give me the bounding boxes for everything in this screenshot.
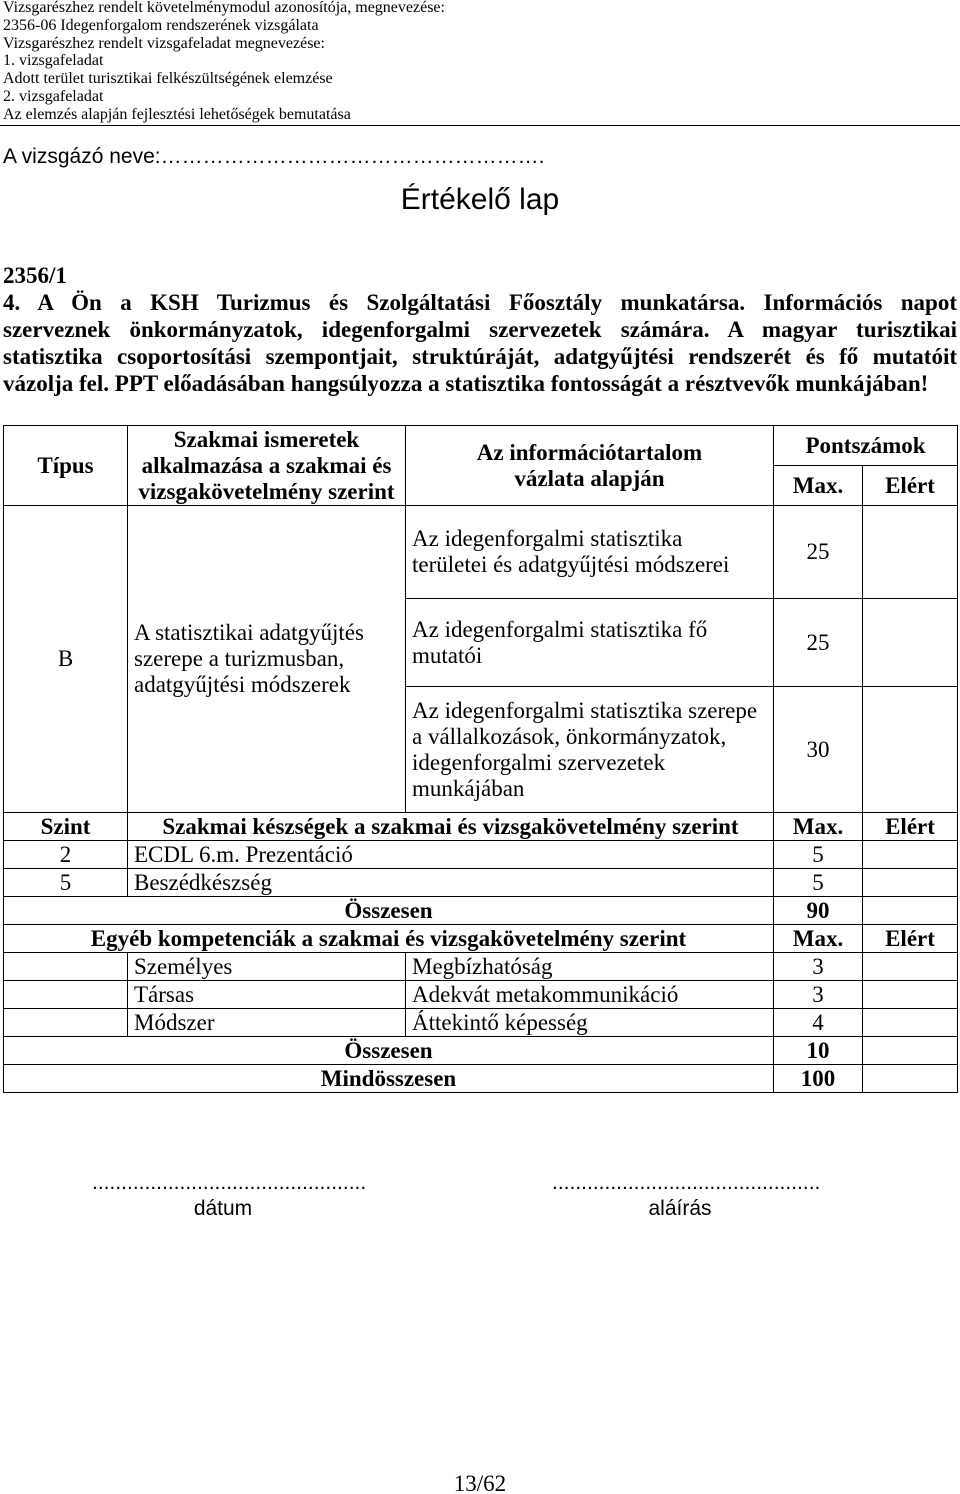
page-number: 13/62 [453,1471,507,1494]
header-line: 2356-06 Idegenforgalom rendszerének vizsgálata [3,16,319,34]
subtotal-max: 10 [774,1037,863,1065]
content-line: Az idegenforgalmi statisztika fő [412,616,708,642]
achieved-score-cell [863,841,958,869]
signature-label: aláírás [648,1197,712,1220]
competence-category-cell: Személyes [128,953,406,981]
competence-header-row [4,925,958,953]
achieved-score-cell [863,869,958,897]
header-line: Adott terület turisztikai felkészültségének elemzése [3,70,333,88]
table-header-row [4,426,958,466]
header-line: Az elemzés alapján fejlesztési lehetőségek bemutatása [3,105,351,123]
max-score-cell: 3 [774,953,863,981]
achieved-score-cell [863,953,958,981]
level-cell: 2 [4,841,128,869]
competence-category-cell: Társas [128,981,406,1009]
subtotal-row [4,897,958,925]
competence-cell: Áttekintő képesség [406,1009,774,1037]
date-label: dátum [193,1197,253,1220]
empty-cell [4,953,128,981]
content-header [406,426,774,506]
subtotal-label: Összesen [4,1037,774,1065]
max-score-cell: 5 [774,869,863,897]
grand-total-label: Mindösszesen [4,1065,774,1093]
table-row [4,506,958,599]
content-line: idegenforgalmi szervezetek [412,749,666,775]
subtotal-label: Összesen [4,897,774,925]
max-score-cell: 25 [774,506,863,599]
content-cell [406,506,774,599]
table-row [4,869,958,897]
content-line: munkájában [412,775,525,801]
signature-dotted-line: .............................................. [552,1171,821,1194]
achieved-score-cell [863,1037,958,1065]
date-dotted-line: ............................................... [92,1171,367,1194]
achieved-header: Elért [863,925,958,953]
achieved-score-cell [863,599,958,687]
content-line: Az idegenforgalmi statisztika [412,526,683,551]
competence-cell: Megbízhatóság [406,953,774,981]
subtotal-row [4,1037,958,1065]
achieved-header: Elért [863,466,958,506]
task-line: szerveznek önkormányzatok, idegenforgalmi szervezetek számára. A magyar turisztikai [3,317,957,342]
table-row [4,953,958,981]
skills-header-row [4,813,958,841]
max-header: Max. [774,813,863,841]
task-line: 4. A Ön a KSH Turizmus és Szolgáltatási Főosztály munkatársa. Információs napot [3,290,957,315]
content-cell [406,599,774,687]
knowledge-line: szerepe a turizmusban, [134,646,345,671]
task-code: 2356/1 [3,263,67,288]
max-score-cell: 3 [774,981,863,1009]
knowledge-line: A statisztikai adatgyűjtés [134,620,364,645]
header-line: Vizsgarészhez rendelt követelménymodul azonosítója, megnevezése: [3,0,445,16]
max-score-cell: 4 [774,1009,863,1037]
grand-total-row [4,1065,958,1093]
type-cell: B [4,506,128,813]
empty-cell [4,981,128,1009]
task-line: vázolja fel. PPT előadásában hangsúlyozza a statisztika fontosságát a résztvevők munkájában! [3,371,929,396]
content-line: területei és adatgyűjtési módszerei [412,552,730,577]
points-header: Pontszámok [774,426,958,466]
header-line: Vizsgarészhez rendelt vizsgafeladat megnevezése: [3,34,325,52]
evaluation-table [3,425,958,1093]
table-row [4,841,958,869]
achieved-score-cell [863,687,958,813]
max-header: Max. [774,466,863,506]
achieved-score-cell [863,1065,958,1093]
level-cell: 5 [4,869,128,897]
knowledge-header-line: Szakmai ismeretek [173,426,360,452]
max-score-cell: 25 [774,599,863,687]
header-line: 2. vizsgafeladat [3,87,104,105]
candidate-name-line: A vizsgázó neve:………………………………………………. [3,145,545,168]
content-header-line: Az információtartalom [476,439,703,465]
type-header: Típus [4,426,128,506]
task-line: statisztika csoportosítási szempontjait, struktúráját, adatgyűjtési rendszerét és fő mutatóit [3,344,957,369]
max-score-cell: 5 [774,841,863,869]
max-header: Max. [774,925,863,953]
knowledge-line: adatgyűjtési módszerek [134,672,351,697]
knowledge-header-line: vizsgakövetelmény szerint [138,478,395,504]
task-description [3,289,957,397]
page-title: Értékelő lap [400,183,560,216]
achieved-header: Elért [863,813,958,841]
knowledge-cell [128,506,406,813]
table-row [4,1009,958,1037]
competence-header: Egyéb kompetenciák a szakmai és vizsgakövetelmény szerint [4,925,774,953]
header-divider [0,125,960,126]
achieved-score-cell [863,1009,958,1037]
grand-total-max: 100 [774,1065,863,1093]
achieved-score-cell [863,981,958,1009]
skill-cell: Beszédkészség [128,869,774,897]
knowledge-header [128,426,406,506]
page-header [3,0,903,124]
empty-cell [4,1009,128,1037]
max-score-cell: 30 [774,687,863,813]
achieved-score-cell [863,897,958,925]
content-cell [406,687,774,813]
content-line: a vállalkozások, önkormányzatok, [412,723,727,749]
competence-cell: Adekvát metakommunikáció [406,981,774,1009]
header-line: 1. vizsgafeladat [3,52,104,70]
knowledge-header-line: alkalmazása a szakmai és [141,452,392,478]
table-row [4,981,958,1009]
content-line: mutatói [412,642,483,668]
competence-category-cell: Módszer [128,1009,406,1037]
subtotal-max: 90 [774,897,863,925]
achieved-score-cell [863,506,958,599]
content-line: Az idegenforgalmi statisztika szerepe [412,697,758,723]
skill-cell: ECDL 6.m. Prezentáció [128,841,774,869]
skills-header: Szakmai készségek a szakmai és vizsgakövetelmény szerint [128,813,774,841]
content-header-line: vázlata alapján [514,465,665,491]
level-header: Szint [4,813,128,841]
